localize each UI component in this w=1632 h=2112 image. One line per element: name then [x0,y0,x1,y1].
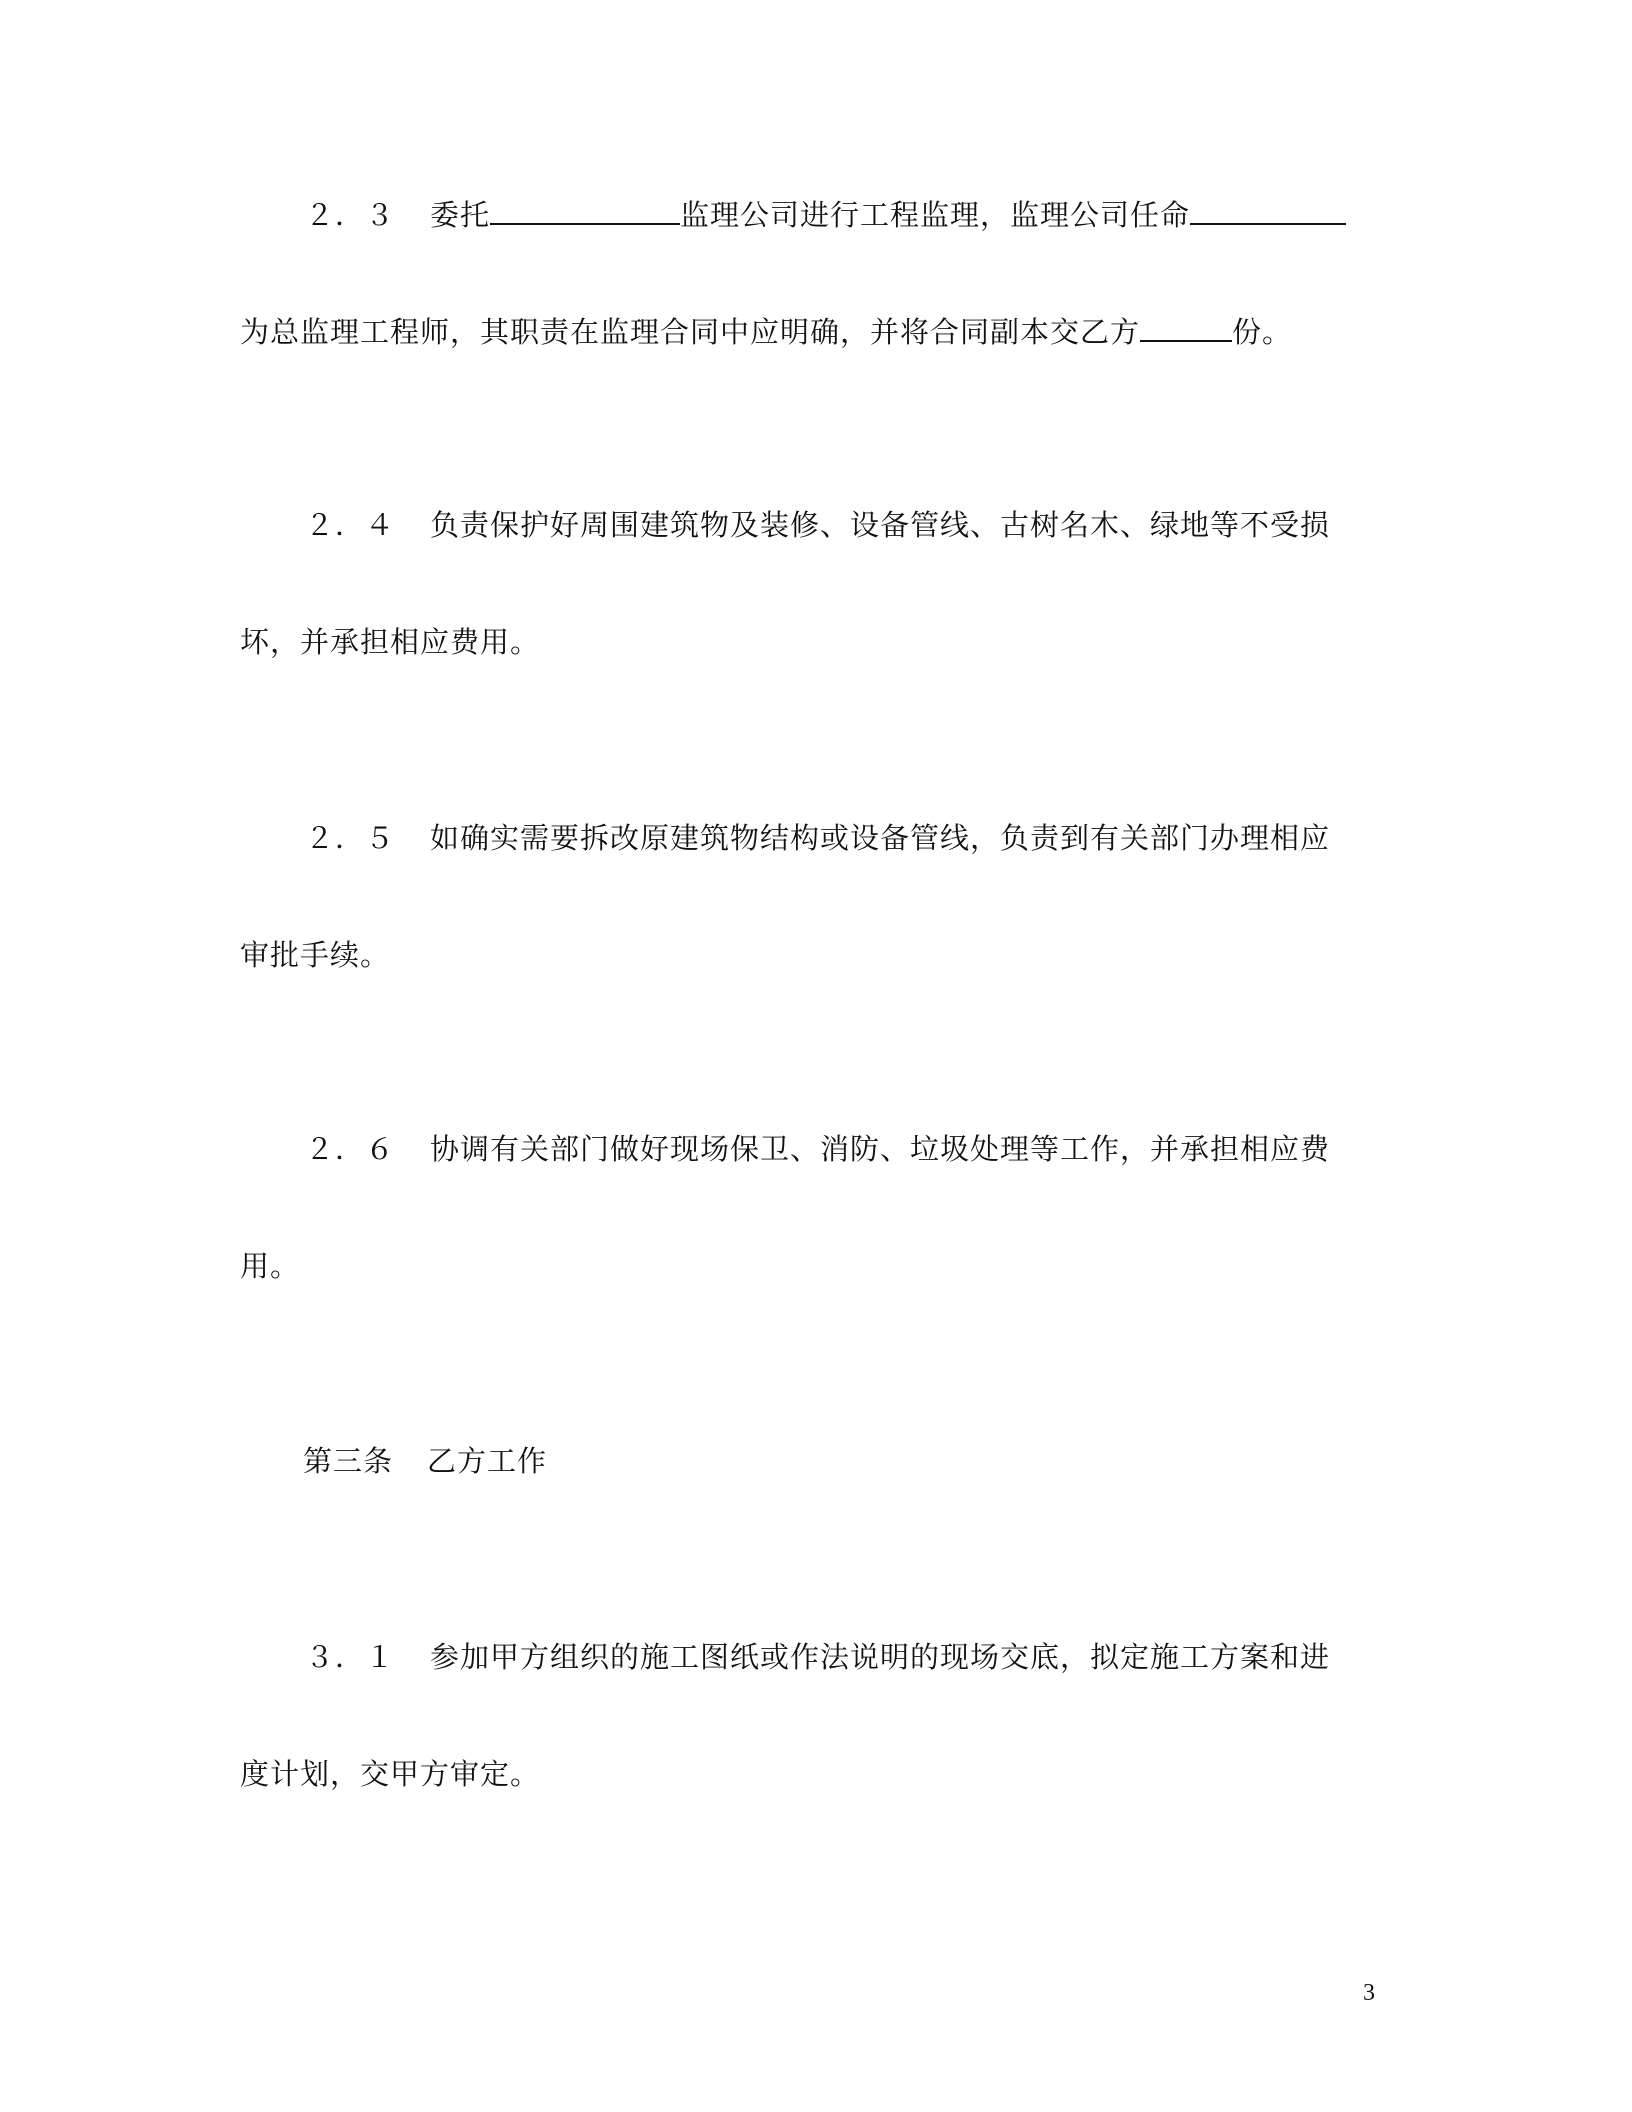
clause-number: ２．５ [305,821,396,855]
clause-text: 参加甲方组织的施工图纸或作法说明的现场交底，拟定施工方案和进 [430,1640,1331,1674]
clause-2-4-line-2 [240,622,1380,662]
clause-text: 为总监理工程师，其职责在监理合同中应明确，并将合同副本交乙方 [240,315,1141,349]
clause-text: 审批手续。 [240,938,391,972]
page-number: 3 [1363,1980,1375,2006]
clause-text: 协调有关部门做好现场保卫、消防、垃圾处理等工作，并承担相应费 [430,1132,1331,1166]
clause-number: ２．４ [305,508,396,542]
clause-2-5-line-2 [240,935,1380,975]
clause-2-6-line-1 [305,1129,1380,1169]
clause-text: 坏，并承担相应费用。 [240,625,541,659]
clause-text: 度计划，交甲方审定。 [240,1757,541,1791]
clause-number: ２．３ [305,198,396,232]
clause-text: 委托 [430,198,491,232]
fill-in-blank-engineer [1190,193,1346,225]
clause-text: 用。 [240,1249,301,1283]
article-number: 第三条 [303,1444,394,1478]
clause-2-3-line-2 [240,310,1380,352]
clause-number: ２．６ [305,1132,396,1166]
clause-text: 监理公司进行工程监理，监理公司任命 [680,198,1191,232]
clause-text: 负责保护好周围建筑物及装修、设备管线、古树名木、绿地等不受损 [430,508,1331,542]
clause-2-4-line-1 [305,505,1380,545]
article-3-heading [303,1441,1443,1481]
clause-number: ３．１ [305,1640,396,1674]
clause-2-6-line-2 [240,1246,1380,1286]
clause-text: 如确实需要拆改原建筑物结构或设备管线，负责到有关部门办理相应 [430,821,1331,855]
clause-2-3-line-1 [305,193,1380,235]
clause-3-1-line-1 [305,1637,1380,1677]
article-title: 乙方工作 [427,1444,548,1478]
fill-in-blank-copies [1140,310,1232,342]
clause-text: 份。 [1232,315,1293,349]
clause-3-1-line-2 [240,1754,1380,1794]
fill-in-blank-company [490,193,680,225]
clause-2-5-line-1 [305,818,1380,858]
